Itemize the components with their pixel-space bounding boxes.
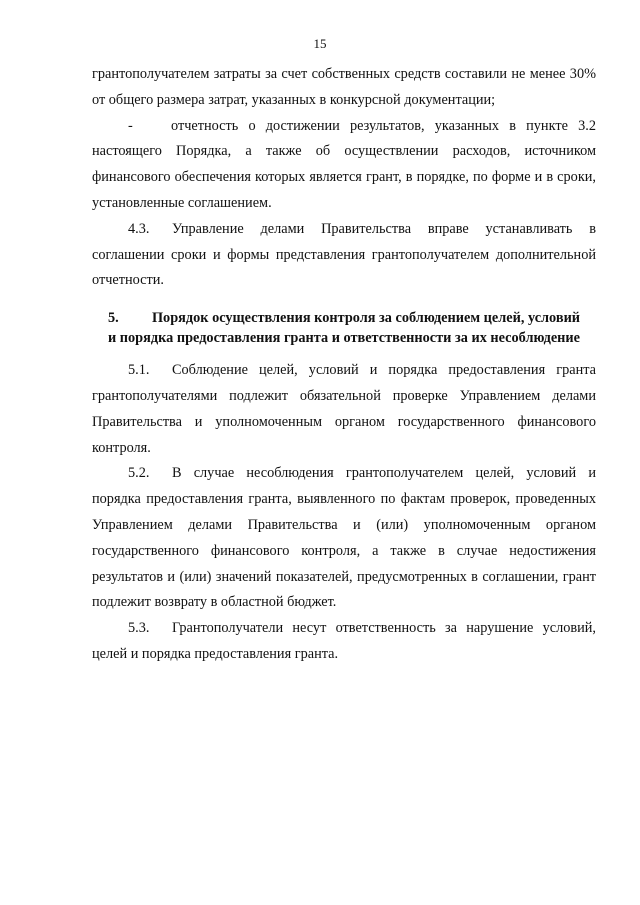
paragraph-5-2-text: В случае несоблюдения грантополучателем целей, условий и порядка предоставления гранта, выявленного по фактам проверок, проведенных Управлением делами Правительства и (или) уполномоченным органом государственного финансового контроля, а также в случае недостижения результатов и (или) значений показателей, предусмотренных в соглашении, грант подлежит возврату в областной бюджет. — [92, 465, 596, 611]
paragraph-5-1-number: 5.1. — [128, 362, 150, 379]
paragraph-4-3 — [92, 217, 596, 294]
section-5-heading — [92, 308, 596, 348]
paragraph-5-1-text: Соблюдение целей, условий и порядка предоставления гранта грантополучателями подлежит обязательной проверке Управлением делами Правительства и уполномоченным органом государственного финансового контроля. — [92, 362, 596, 456]
document-body — [92, 62, 596, 668]
paragraph-reporting — [92, 114, 596, 217]
paragraph-5-2 — [92, 461, 596, 616]
paragraph-5-3-text: Грантополучатели несут ответственность за нарушение условий, целей и порядка предоставления гранта. — [92, 620, 596, 662]
section-5-title-line1: Порядок осуществления контроля за соблюдением целей, условий — [151, 310, 581, 327]
paragraph-4-3-number: 4.3. — [128, 220, 150, 237]
paragraph-5-1 — [92, 358, 596, 461]
paragraph-5-3 — [92, 616, 596, 668]
paragraph-5-3-number: 5.3. — [128, 620, 150, 637]
list-dash-marker: - — [128, 117, 133, 134]
section-5-number: 5. — [107, 310, 119, 327]
page-number: 15 — [313, 36, 327, 51]
paragraph-4-3-text: Управление делами Правительства вправе устанавливать в соглашении сроки и формы представления грантополучателем дополнительной отчетности. — [92, 220, 596, 289]
section-5-title-line2: и порядка предоставления гранта и ответственности за их несоблюдение — [107, 330, 580, 347]
paragraph-5-2-number: 5.2. — [128, 465, 150, 482]
paragraph-continuation: грантополучателем затраты за счет собственных средств составили не менее 30% от общего размера затрат, указанных в конкурсной документации; — [92, 66, 596, 108]
paragraph-reporting-text: отчетность о достижении результатов, указанных в пункте 3.2 настоящего Порядка, а также об осуществлении расходов, источником финансового обеспечения которых является грант, в порядке, по форме и в сроки, установленные соглашением. — [92, 117, 596, 211]
